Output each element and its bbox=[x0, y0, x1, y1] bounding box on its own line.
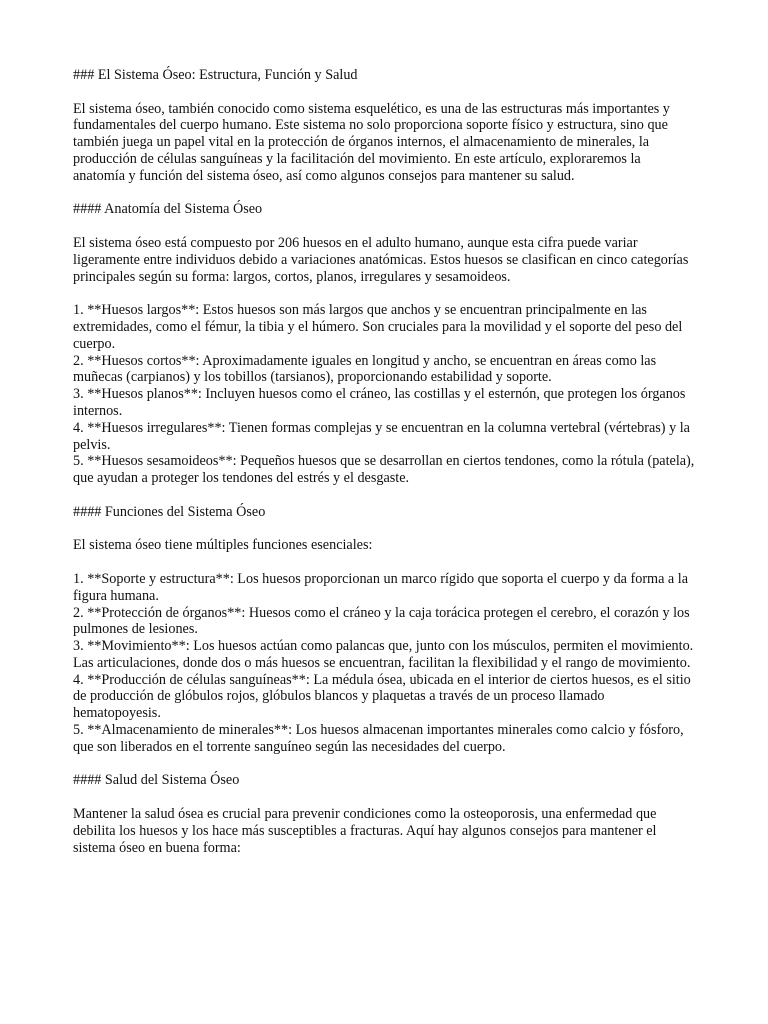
list-item: 4. **Huesos irregulares**: Tienen formas complejas y se encuentran en la columna vertebral (vértebras) y la pelvis. bbox=[73, 419, 690, 453]
functions-list bbox=[73, 571, 695, 756]
list-item: 5. **Almacenamiento de minerales**: Los huesos almacenan importantes minerales como calcio y fósforo, que son liberados en el torrente sanguíneo según las necesidades del cuerpo. bbox=[73, 722, 684, 755]
document-page bbox=[73, 67, 695, 873]
list-item: 2. **Protección de órganos**: Huesos como el cráneo y la caja torácica protegen el cerebro, el corazón y los pulmones de lesiones. bbox=[73, 604, 690, 638]
list-item: 4. **Producción de células sanguíneas**: La médula ósea, ubicada en el interior de ciertos huesos, es el sitio de producción de glóbulos rojos, glóbulos blancos y plaquetas a través de un proceso llamado hematopoyesis. bbox=[73, 671, 691, 722]
list-item: 1. **Huesos largos**: Estos huesos son más largos que anchos y se encuentran principalmente en las extremidades, como el fémur, la tibia y el húmero. Son cruciales para la movilidad y el soporte del peso del cuerpo. bbox=[73, 302, 683, 352]
section-heading-anatomy: #### Anatomía del Sistema Óseo bbox=[73, 201, 263, 218]
health-paragraph: Mantener la salud ósea es crucial para prevenir condiciones como la osteoporosis, una enfermedad que debilita los huesos y los hace más susceptibles a fracturas. Aquí hay algunos consejos para mantener el sistema óseo en buena forma: bbox=[73, 806, 657, 856]
intro-paragraph: El sistema óseo, también conocido como sistema esquelético, es una de las estructuras más importantes y fundamentales del cuerpo humano. Este sistema no solo proporciona soporte físico y estructura, sino que también juega un papel vital en la protección de órganos internos, el almacenamiento de minerales, la producción de células sanguíneas y la facilitación del movimiento. En este artículo, exploraremos la anatomía y función del sistema óseo, así como algunos consejos para mantener su salud. bbox=[73, 100, 670, 184]
bone-types-list bbox=[73, 302, 695, 487]
section-heading-health: #### Salud del Sistema Óseo bbox=[73, 772, 240, 789]
list-item: 3. **Movimiento**: Los huesos actúan como palancas que, junto con los músculos, permiten el movimiento. Las articulaciones, donde dos o más huesos se encuentran, facilitan la flexibilidad y el rango de movimiento. bbox=[73, 638, 694, 671]
list-item: 1. **Soporte y estructura**: Los huesos proporcionan un marco rígido que soporta el cuerpo y da forma a la figura humana. bbox=[73, 570, 689, 604]
section-heading-functions: #### Funciones del Sistema Óseo bbox=[73, 503, 266, 520]
list-item: 5. **Huesos sesamoideos**: Pequeños huesos que se desarrollan en ciertos tendones, como la rótula (patela), que ayudan a proteger los tendones del estrés y el desgaste. bbox=[73, 453, 695, 487]
document-title: ### El Sistema Óseo: Estructura, Función y Salud bbox=[73, 67, 358, 83]
list-item: 3. **Huesos planos**: Incluyen huesos como el cráneo, las costillas y el esternón, que protegen los órganos internos. bbox=[73, 386, 686, 419]
functions-paragraph: El sistema óseo tiene múltiples funciones esenciales: bbox=[73, 537, 373, 554]
anatomy-paragraph: El sistema óseo está compuesto por 206 huesos en el adulto humano, aunque esta cifra puede variar ligeramente entre individuos debido a variaciones anatómicas. Estos huesos se clasifican en cinco categorías principales según su forma: largos, cortos, planos, irregulares y sesamoideos. bbox=[73, 234, 689, 285]
list-item: 2. **Huesos cortos**: Aproximadamente iguales en longitud y ancho, se encuentran en áreas como las muñecas (carpianos) y los tobillos (tarsianos), proporcionando estabilidad y soporte. bbox=[73, 352, 657, 386]
